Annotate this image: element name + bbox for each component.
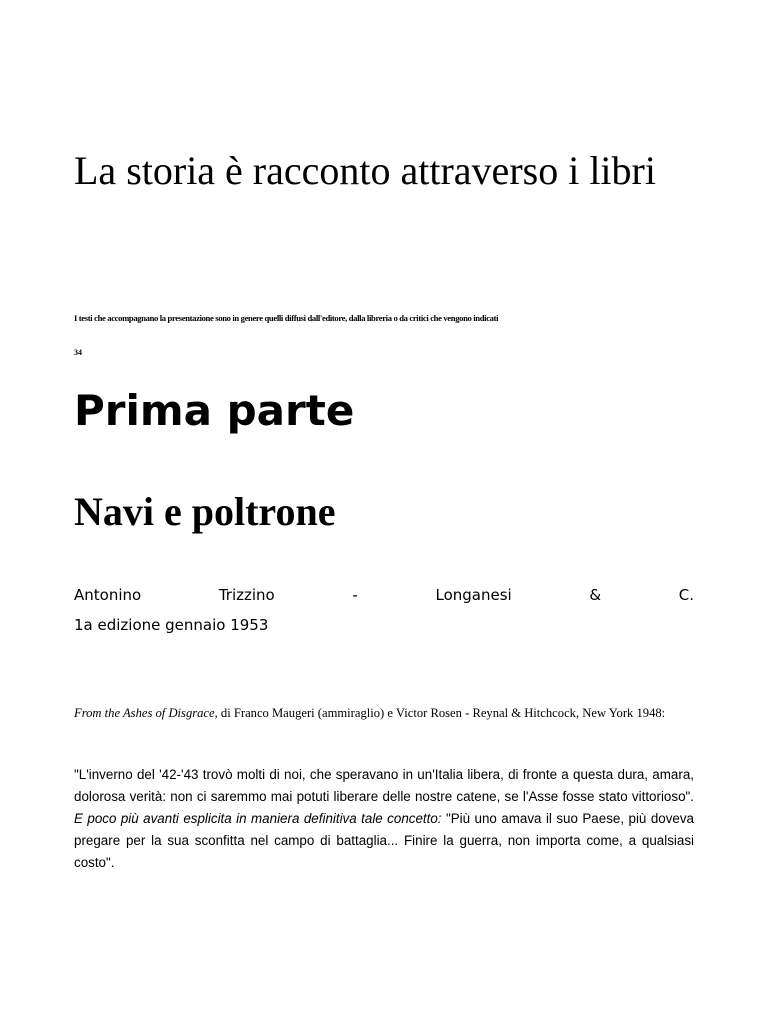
source-citation [74,703,694,723]
edition-line: 1a edizione gennaio 1953 [74,616,269,634]
main-title: La storia è racconto attraverso i libri [74,148,656,193]
page-number: 34 [74,348,82,357]
publisher-suffix: C. [678,586,694,604]
intro-note: I testi che accompagnano la presentazione sono in genere quelli diffusi dall'editore, dalla libreria o da critici che vengono indicati [74,313,499,323]
publisher-name: Longanesi [435,586,512,604]
quote-part-2-italic: E poco più avanti esplicita in maniera definitiva tale concetto: [74,811,442,826]
quote-part-1: "L'inverno del '42-'43 trovò molti di noi, che speravano in un'Italia libera, di fronte a questa dura, amara, dolorosa verità: non ci saremmo mai potuti liberare delle nostre catene, se l'Asse fosse stato vittorioso". [74,767,694,804]
quote-part-3: "Più uno amava il suo Paese, più doveva pregare per la sua sconfitta nel campo di battaglia... Finire la guerra, non importa come, a qualsiasi costo". [74,811,694,870]
author-surname: Trizzino [218,586,275,604]
source-book-title: From the Ashes of Disgrace [74,706,215,720]
part-title: Prima parte [74,386,355,435]
book-reference [74,580,694,640]
chapter-title: Navi e poltrone [74,489,336,534]
publisher-ampersand: & [589,586,602,604]
source-details: , di Franco Maugeri (ammiraglio) e Victor Rosen - Reynal & Hitchcock, New York 1948: [214,706,666,720]
author-first-name: Antonino [74,586,142,604]
quote-paragraph [74,764,694,874]
book-reference-line [74,580,694,610]
reference-separator: - [352,586,358,604]
